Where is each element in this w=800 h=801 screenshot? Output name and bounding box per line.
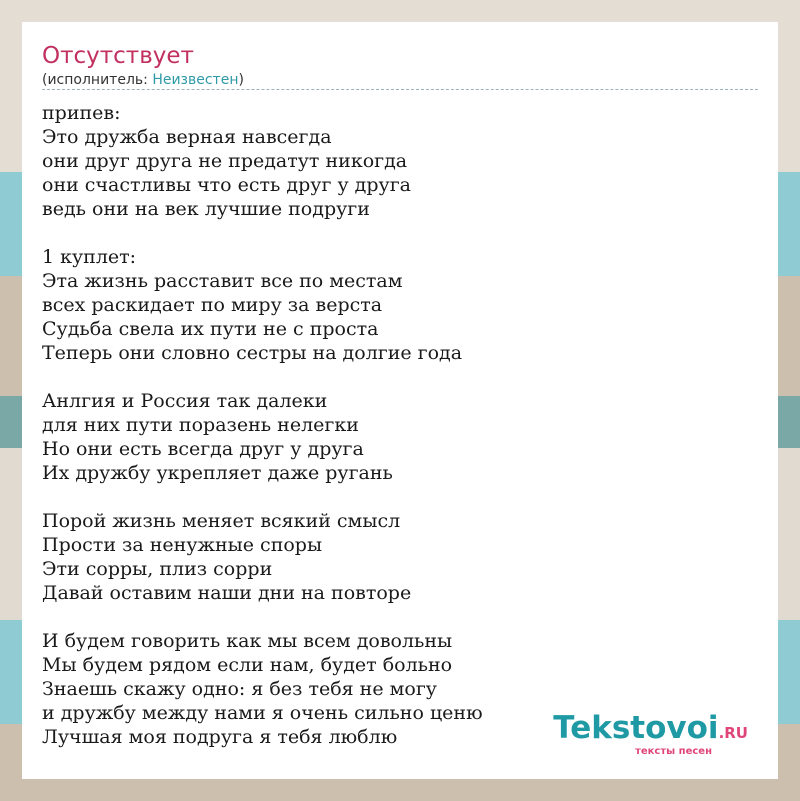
lyrics-line: Анлгия и Россия так далеки	[42, 390, 328, 412]
lyrics-line: Мы будем рядом если нам, будет больно	[42, 654, 453, 676]
logo-tagline: тексты песен	[635, 746, 712, 757]
lyrics-line: Порой жизнь меняет всякий смысл	[42, 510, 401, 532]
lyrics-line: Знаешь скажу одно: я без тебя не могу	[42, 678, 437, 700]
lyrics-card	[22, 22, 778, 779]
lyrics-text	[42, 101, 758, 749]
lyrics-line: Их дружбу укрепляет даже ругань	[42, 462, 393, 484]
artist-suffix: )	[238, 72, 244, 88]
lyrics-line: и дружбу между нами я очень сильно ценю	[42, 702, 483, 724]
artist-line	[42, 71, 244, 89]
lyrics-line: Лучшая моя подруга я тебя люблю	[42, 726, 398, 748]
divider	[42, 89, 758, 90]
lyrics-line: Судьба свела их пути не с проста	[42, 318, 379, 340]
lyrics-line: всех раскидает по миру за верста	[42, 294, 383, 316]
lyrics-line: Прости за ненужные споры	[42, 534, 323, 556]
logo-tld: .RU	[718, 724, 748, 742]
lyrics-line: 1 куплет:	[42, 246, 137, 268]
lyrics-line: И будем говорить как мы всем довольны	[42, 630, 453, 652]
lyrics-line: Но они есть всегда друг у друга	[42, 438, 364, 460]
artist-prefix: (исполнитель:	[42, 72, 153, 88]
lyrics-line: они друг друга не предатут никогда	[42, 150, 408, 172]
logo-name: Tekstovoi	[553, 710, 719, 746]
artist-link[interactable]: Неизвестен	[152, 72, 239, 88]
site-logo[interactable]	[553, 711, 748, 757]
song-title: Отсутствует	[42, 43, 194, 69]
lyrics-line: припев:	[42, 102, 121, 124]
lyrics-line: Эти сорры, плиз сорри	[42, 558, 273, 580]
lyrics-line: Это дружба верная навсегда	[42, 126, 332, 148]
logo-wordmark	[553, 711, 748, 750]
lyrics-line: Эта жизнь расставит все по местам	[42, 270, 403, 292]
lyrics-line: ведь они на век лучшие подруги	[42, 198, 370, 220]
lyrics-line: Теперь они словно сестры на долгие года	[42, 342, 463, 364]
lyrics-line: они счастливы что есть друг у друга	[42, 174, 411, 196]
lyrics-line: для них пути поразень нелегки	[42, 414, 359, 436]
lyrics-line: Давай оставим наши дни на повторе	[42, 582, 412, 604]
